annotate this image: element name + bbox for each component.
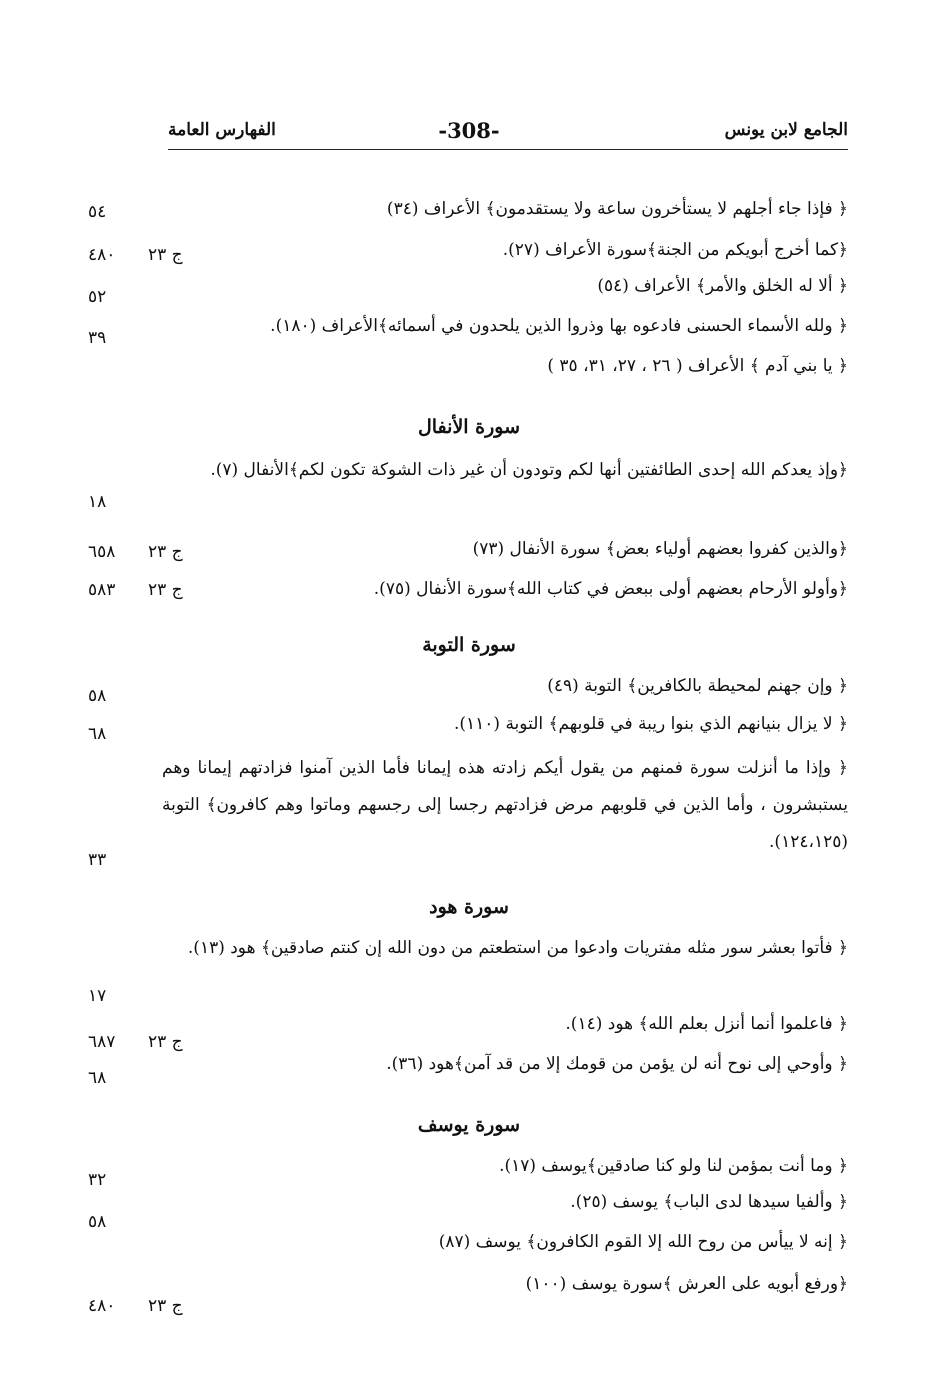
page-number: -308- (438, 118, 500, 143)
page-ref: ٥٨٣ (88, 580, 116, 600)
verse-entry: ﴿ وإن جهنم لمحيطة بالكافرين﴾ التوبة (٤٩) (547, 676, 848, 696)
verse-entry: ﴿ فإذا جاء أجلهم لا يستأخرون ساعة ولا يستقدمون﴾ الأعراف (٣٤) (386, 199, 848, 219)
verse-entry: ﴿ وما أنت بمؤمن لنا ولو كنا صادقين﴾يوسف (١٧). (499, 1156, 848, 1176)
volume-ref: ج ٢٣ (148, 542, 183, 562)
page-ref: ١٨ (88, 492, 107, 512)
page-ref: ٦٨ (88, 1068, 107, 1088)
page-ref: ٣٢ (88, 1170, 107, 1190)
page-ref: ٣٣ (88, 850, 107, 870)
verse-entry: ﴿ ألا له الخلق والأمر﴾ الأعراف (٥٤) (597, 276, 848, 296)
page-ref: ٤٨٠ (88, 245, 116, 265)
section-title: الفهارس العامة (168, 120, 276, 140)
surah-title-hud: سورة هود (429, 896, 509, 918)
verse-entry: ﴿ وأوحي إلى نوح أنه لن يؤمن من قومك إلا من قد آمن﴾هود (٣٦). (386, 1054, 848, 1074)
page-ref: ٣٩ (88, 328, 107, 348)
verse-entry: ﴿وإذ يعدكم الله إحدى الطائفتين أنها لكم وتودون أن غير ذات الشوكة تكون لكم﴾الأنفال (٧). (210, 460, 848, 480)
surah-title-anfal: سورة الأنفال (417, 416, 521, 438)
verse-entry: ﴿ فأتوا بعشر سور مثله مفتريات وادعوا من استطعتم من دون الله إن كنتم صادقين﴾ هود (١٣). (187, 938, 848, 958)
page-ref: ٥٢ (88, 287, 107, 307)
verse-entry: ﴿ إنه لا ييأس من روح الله إلا القوم الكافرون﴾ يوسف (٨٧) (438, 1232, 848, 1252)
verse-entry: ﴿ وإذا ما أنزلت سورة فمنهم من يقول أيكم زادته هذه إيمانا فأما الذين آمنوا فزادتهم إيمانا وهم يستبشرون ، وأما الذين في قلوبهم مرض فزادتهم رجسا إلى رجسهم وماتوا وهم كافرون﴾ التوبة (١٢٤،١٢٥). (162, 758, 848, 852)
verse-entry: ﴿ورفع أبويه على العرش ﴾سورة يوسف (١٠٠) (525, 1274, 848, 1294)
volume-ref: ج ٢٣ (148, 1296, 183, 1316)
surah-title-tawba: سورة التوبة (422, 634, 516, 656)
page-ref: ٥٤ (88, 202, 107, 222)
page-ref: ٦٥٨ (88, 542, 116, 562)
verse-entry: ﴿والذين كفروا بعضهم أولياء بعض﴾ سورة الأنفال (٧٣) (472, 539, 848, 559)
volume-ref: ج ٢٣ (148, 245, 183, 265)
verse-entry: ﴿ وألفيا سيدها لدى الباب﴾ يوسف (٢٥). (570, 1192, 848, 1212)
page-ref: ٤٨٠ (88, 1296, 116, 1316)
book-title: الجامع لابن يونس (724, 120, 848, 140)
page-ref: ٥٨ (88, 686, 107, 706)
verse-entry: ﴿وأولو الأرحام بعضهم أولى ببعض في كتاب الله﴾سورة الأنفال (٧٥). (373, 579, 848, 599)
page-ref: ١٧ (88, 986, 107, 1006)
page-ref: ٦٨ (88, 724, 107, 744)
volume-ref: ج ٢٣ (148, 580, 183, 600)
verse-entry: ﴿ ولله الأسماء الحسنى فادعوه بها وذروا الذين يلحدون في أسمائه﴾الأعراف (١٨٠). (270, 316, 848, 336)
verse-entry: ﴿ لا يزال بنيانهم الذي بنوا ريبة في قلوبهم﴾ التوبة (١١٠). (453, 714, 848, 734)
page-ref: ٦٨٧ (88, 1032, 116, 1052)
header-rule (168, 149, 848, 150)
surah-title-yusuf: سورة يوسف (417, 1114, 521, 1136)
volume-ref: ج ٢٣ (148, 1032, 183, 1052)
page-ref: ٥٨ (88, 1212, 107, 1232)
verse-entry: ﴿كما أخرج أبويكم من الجنة﴾سورة الأعراف (٢٧). (502, 240, 848, 260)
verse-entry: ﴿ فاعلموا أنما أنزل بعلم الله﴾ هود (١٤). (565, 1014, 848, 1034)
verse-entry: ﴿ يا بني آدم ﴾ الأعراف ( ٢٦ ، ٢٧، ٣١، ٣٥ ) (547, 356, 848, 376)
